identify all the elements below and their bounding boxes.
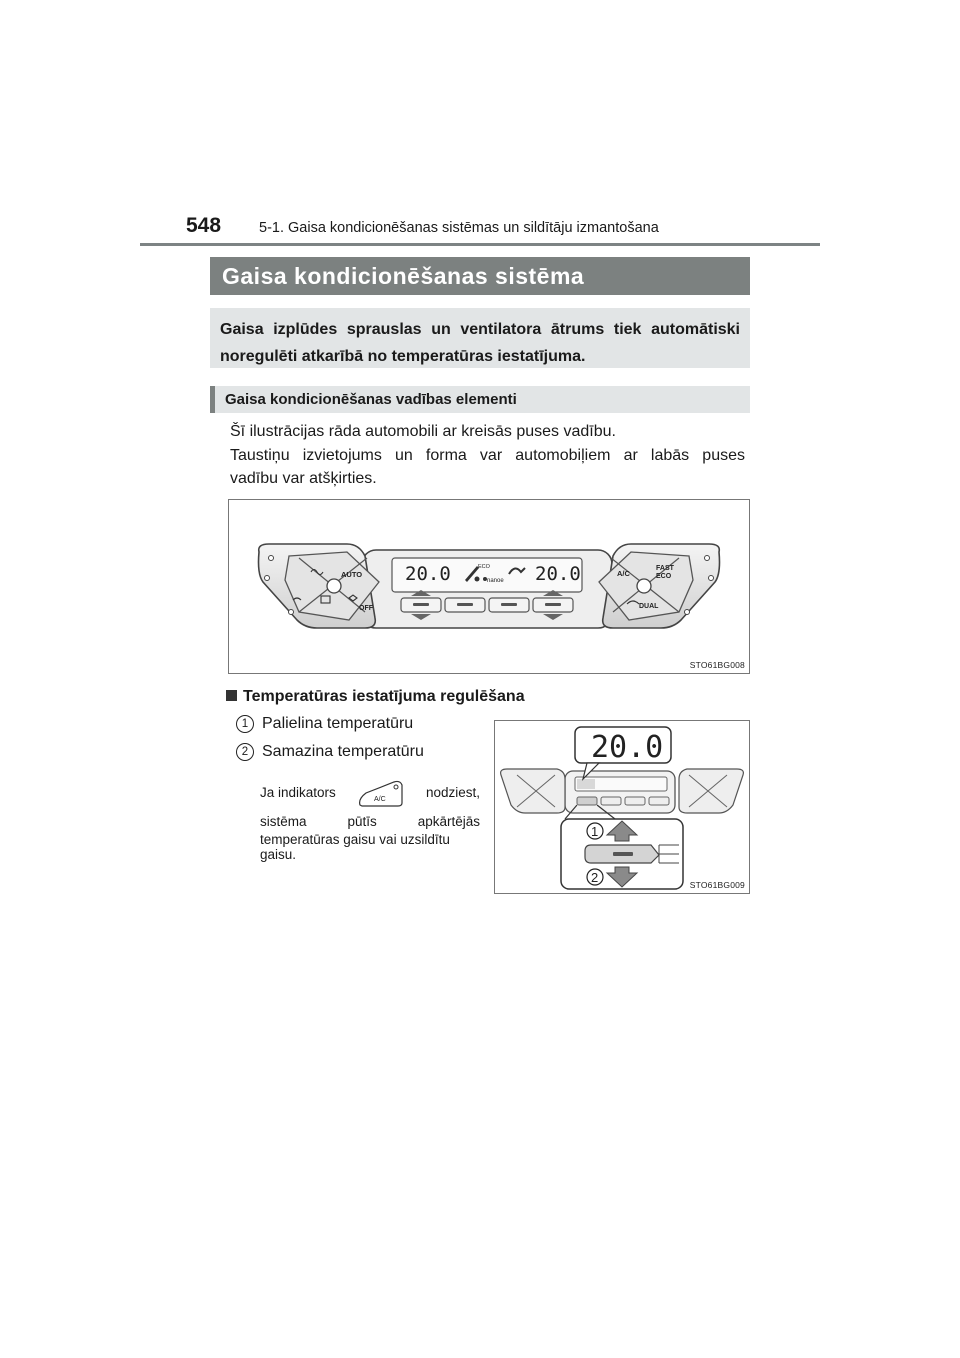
- section-summary: Gaisa izplūdes sprauslas un ventilatora ātrums tiek automātiski noregulēti atkarībā no temperatūras iestatījuma.: [210, 308, 750, 368]
- ac-icon-label: A/C: [373, 796, 386, 803]
- ac-button-icon: [356, 779, 406, 807]
- intro-line-1: Šī ilustrācijas rāda automobili ar kreisās puses vadību.: [230, 423, 616, 440]
- note-line-2: sistēma pūtīs apkārtējās: [260, 814, 480, 829]
- temperature-heading-text: Temperatūras iestatījuma regulēšana: [243, 688, 525, 705]
- step-decrease: [236, 742, 424, 762]
- header-rule: [140, 243, 820, 246]
- ac-indicator-note: [260, 778, 480, 863]
- nanoe-display-label: nanoe: [487, 578, 504, 584]
- ac-button-label: A/C: [617, 569, 630, 578]
- step-increase: [236, 714, 413, 734]
- intro-line-3: vadību var atšķirties.: [230, 470, 377, 487]
- zoom-temp-readout: 20.0: [591, 730, 664, 765]
- callout-2-number: 2: [591, 870, 599, 885]
- intro-text: [230, 420, 745, 491]
- right-temp-readout: 20.0: [535, 563, 581, 585]
- off-button-label: OFF: [359, 605, 373, 612]
- running-header: 5-1. Gaisa kondicionēšanas sistēmas un sildītāju izmantošana: [259, 220, 659, 236]
- callout-2-icon: 2: [236, 743, 254, 761]
- note-start: Ja indikators: [260, 785, 336, 801]
- temperature-adjust-figure: [494, 720, 750, 894]
- step-decrease-text: Samazina temperatūru: [262, 743, 424, 760]
- callout-1-icon: 1: [236, 715, 254, 733]
- dual-button-label: DUAL: [639, 603, 659, 610]
- fast-button-label: FAST: [656, 565, 674, 572]
- page-number: 548: [186, 214, 222, 237]
- subsection-heading: Gaisa kondicionēšanas vadības elementi: [210, 386, 750, 413]
- bullet-square-icon: [226, 690, 237, 701]
- eco-display-label: ECO: [478, 564, 490, 570]
- note-rest: temperatūras gaisu vai uzsildītu gaisu.: [260, 831, 450, 862]
- auto-button-label: AUTO: [341, 570, 363, 579]
- temperature-adjust-illustration: [495, 721, 749, 893]
- step-increase-text: Palielina temperatūru: [262, 715, 414, 732]
- climate-panel-figure: [228, 499, 750, 674]
- figure-code: STO61BG009: [689, 880, 745, 890]
- section-title: Gaisa kondicionēšanas sistēma: [210, 257, 750, 295]
- note-end: nodziest,: [425, 785, 480, 801]
- climate-panel-illustration: [229, 500, 749, 673]
- left-temp-readout: 20.0: [405, 563, 451, 585]
- intro-line-2: Taustiņu izvietojums un forma var automobiļiem ar labās puses: [230, 446, 745, 464]
- callout-1-number: 1: [591, 824, 599, 839]
- eco-button-label: ECO: [656, 573, 672, 580]
- temperature-heading: [226, 688, 525, 706]
- figure-code: STO61BG008: [689, 660, 745, 670]
